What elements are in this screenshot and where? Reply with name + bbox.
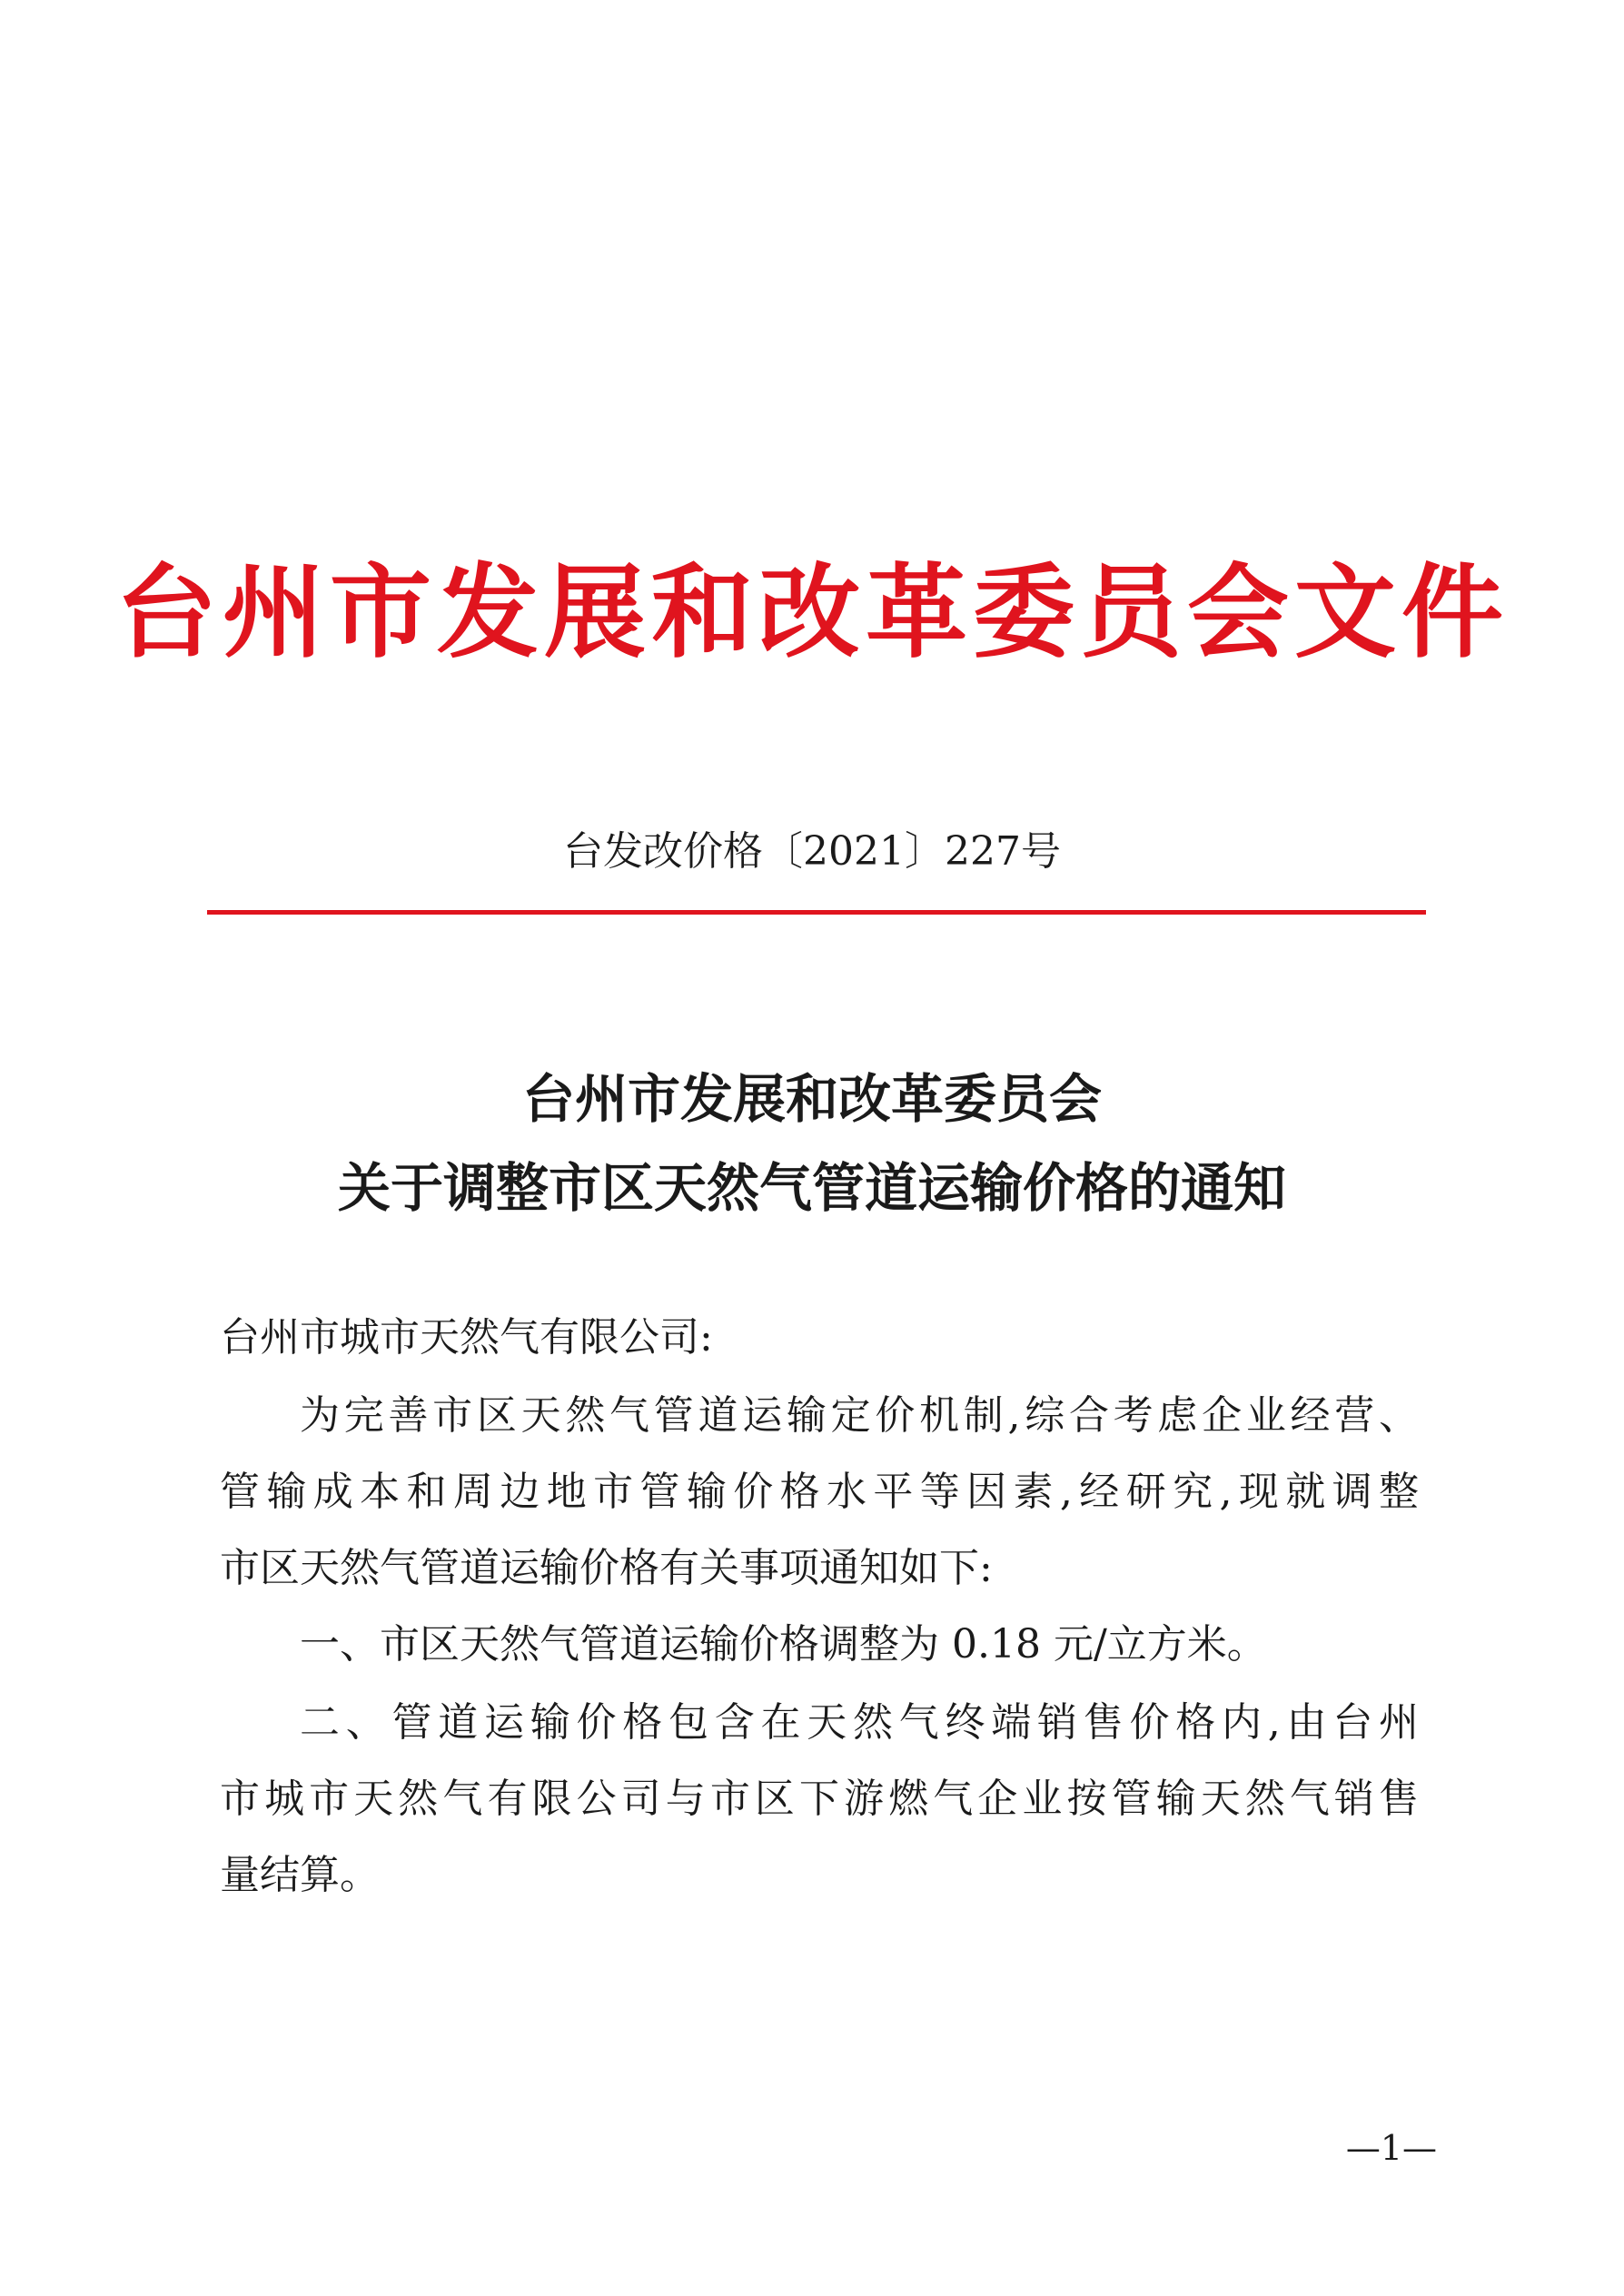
addressee: 台州市城市天然气有限公司: (220, 1314, 713, 1361)
item-1: 一、市区天然气管道运输价格调整为 0.18 元/立方米。 (300, 1621, 1267, 1668)
document-number: 台发改价格〔2021〕227号 (563, 828, 1061, 875)
paragraph-1-line-3: 市区天然气管道运输价格有关事项通知如下: (220, 1545, 993, 1591)
item-2-line-1: 二、管道运输价格包含在天然气终端销售价格内,由台州 (300, 1699, 1419, 1746)
paragraph-1-line-1: 为完善市区天然气管道运输定价机制,综合考虑企业经营、 (300, 1392, 1419, 1439)
notice-title-line-2: 关于调整市区天然气管道运输价格的通知 (337, 1157, 1286, 1219)
item-2-line-3: 量结算。 (220, 1852, 380, 1898)
notice-title-line-1: 台州市发展和改革委员会 (521, 1068, 1102, 1130)
page-number: —1— (1345, 2128, 1437, 2168)
red-divider (207, 910, 1426, 915)
masthead-title: 台州市发展和改革委员会文件 (115, 554, 1509, 672)
paragraph-1-line-2: 管输成本和周边地市管输价格水平等因素,经研究,现就调整 (220, 1469, 1419, 1515)
item-2-line-2: 市城市天然气有限公司与市区下游燃气企业按管输天然气销售 (220, 1776, 1419, 1822)
